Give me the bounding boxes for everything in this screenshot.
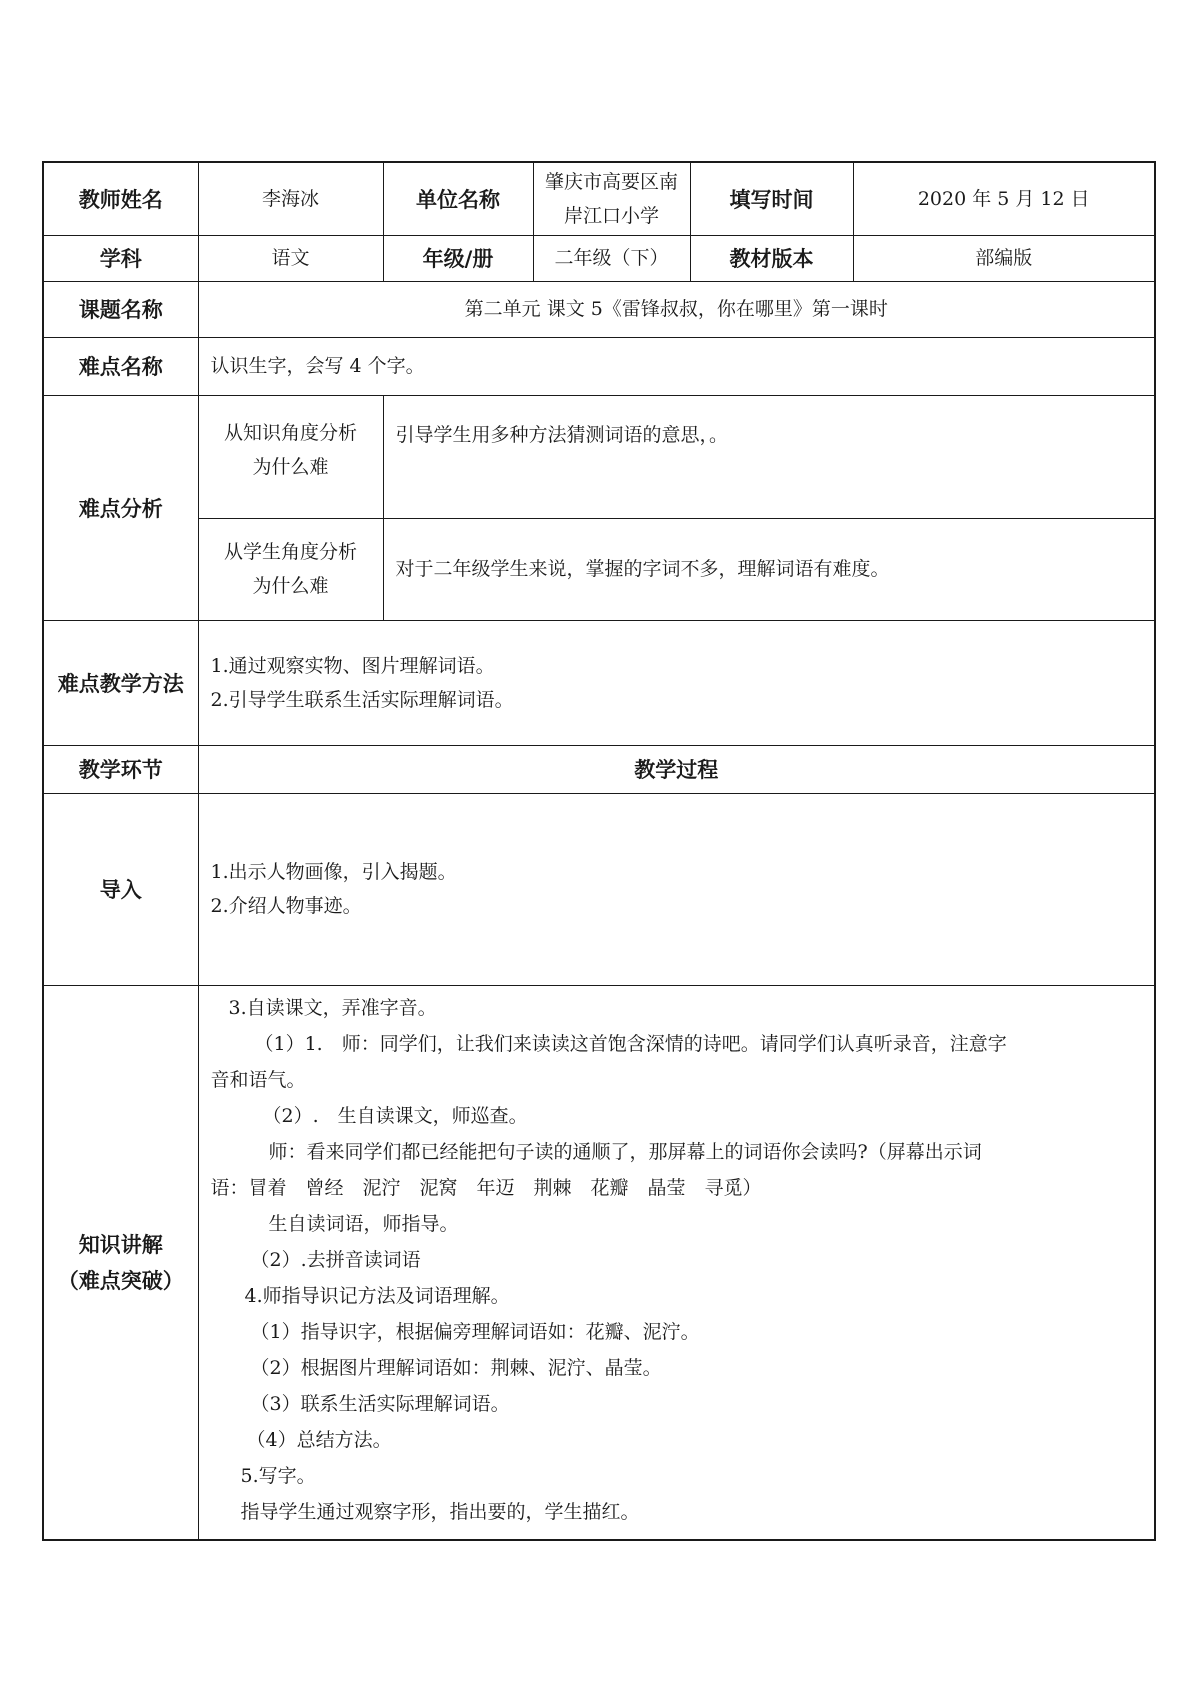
process-line: 师：看来同学们都已经能把句子读的通顺了，那屏幕上的词语你会读吗?（屏幕出示词 [268,1140,982,1163]
fill-date-label: 填写时间 [690,162,853,235]
intro-label: 导入 [43,793,198,985]
topic-label: 课题名称 [43,281,198,337]
knowledge-angle-line-2: 为什么难 [252,455,329,478]
process-line: （3）联系生活实际理解词语。 [250,1392,510,1415]
lesson-plan-table [42,161,1156,1541]
subject-value: 语文 [198,235,383,281]
method-item: 2.引导学生联系生活实际理解词语。 [210,688,514,711]
grade-label: 年级/册 [383,235,533,281]
process-line: 3.自读课文，弄准字音。 [228,996,437,1019]
process-line: （1）指导识字，根据偏旁理解词语如：花瓣、泥泞。 [250,1320,700,1343]
topic-value: 第二单元 课文 5《雷锋叔叔，你在哪里》第一课时 [198,281,1155,337]
process-line: （4）总结方法。 [246,1428,392,1451]
process-line: 指导学生通过观察字形，指出要的，学生描红。 [240,1500,640,1523]
header-row-2 [43,235,1155,281]
subject-label: 学科 [43,235,198,281]
knowledge-angle-value: 引导学生用多种方法猜测词语的意思，。 [383,395,1155,518]
process-header-row [43,745,1155,793]
analysis-knowledge-row [43,395,1155,518]
methods-label: 难点教学方法 [43,620,198,745]
student-angle-line-2: 为什么难 [252,575,329,597]
student-angle-value: 对于二年级学生来说，掌握的字词不多，理解词语有难度。 [383,518,1155,620]
process-line: 5.写字。 [240,1464,316,1487]
knowledge-label [43,985,198,1540]
difficulty-value: 认识生字，会写 4 个字。 [198,337,1155,395]
unit-name-line-2: 岸江口小学 [563,204,659,227]
teacher-name-label: 教师姓名 [43,162,198,235]
intro-row [43,793,1155,985]
topic-row [43,281,1155,337]
unit-name-label: 单位名称 [383,162,533,235]
unit-name-line-1: 肇庆市高要区南 [544,170,678,193]
process-line: （2）. 生自读课文，师巡查。 [262,1104,528,1127]
student-angle-label [198,518,383,620]
difficulty-label: 难点名称 [43,337,198,395]
unit-name-value [533,162,690,235]
knowledge-label-line-1: 知识讲解 [78,1233,163,1258]
process-line: （2）根据图片理解词语如：荆棘、泥泞、晶莹。 [250,1356,662,1379]
process-line: 生自读词语，师指导。 [268,1212,459,1235]
process-line: 4.师指导识记方法及词语理解。 [244,1284,510,1307]
student-angle-line-1: 从学生角度分析 [223,541,357,563]
teacher-name-value: 李海冰 [198,162,383,235]
header-row-1 [43,162,1155,235]
edition-label: 教材版本 [690,235,853,281]
knowledge-content [198,985,1155,1540]
process-line: 语：冒着 曾经 泥泞 泥窝 年迈 荆棘 花瓣 晶莹 寻觅） [210,1176,762,1199]
process-line: （1）1. 师：同学们，让我们来读读这首饱含深情的诗吧。请同学们认真听录音，注意字 [254,1032,1007,1055]
grade-value: 二年级（下） [533,235,690,281]
method-item: 1.通过观察实物、图片理解词语。 [210,654,495,677]
process-line: 音和语气。 [210,1068,306,1091]
knowledge-row [43,985,1155,1540]
analysis-student-row [43,518,1155,620]
intro-list [198,793,1155,985]
intro-item: 1.出示人物画像，引入揭题。 [210,861,457,883]
knowledge-angle-label [198,395,383,518]
methods-row [43,620,1155,745]
knowledge-label-line-2: （难点突破） [57,1269,184,1294]
difficulty-row [43,337,1155,395]
analysis-label: 难点分析 [43,395,198,620]
intro-item: 2.介绍人物事迹。 [210,895,362,917]
fill-date-value: 2020 年 5 月 12 日 [853,162,1155,235]
edition-value: 部编版 [853,235,1155,281]
teaching-process-header: 教学过程 [198,745,1155,793]
process-line: （2）.去拼音读词语 [250,1248,421,1271]
teaching-step-header: 教学环节 [43,745,198,793]
methods-list [198,620,1155,745]
knowledge-angle-line-1: 从知识角度分析 [223,421,357,444]
